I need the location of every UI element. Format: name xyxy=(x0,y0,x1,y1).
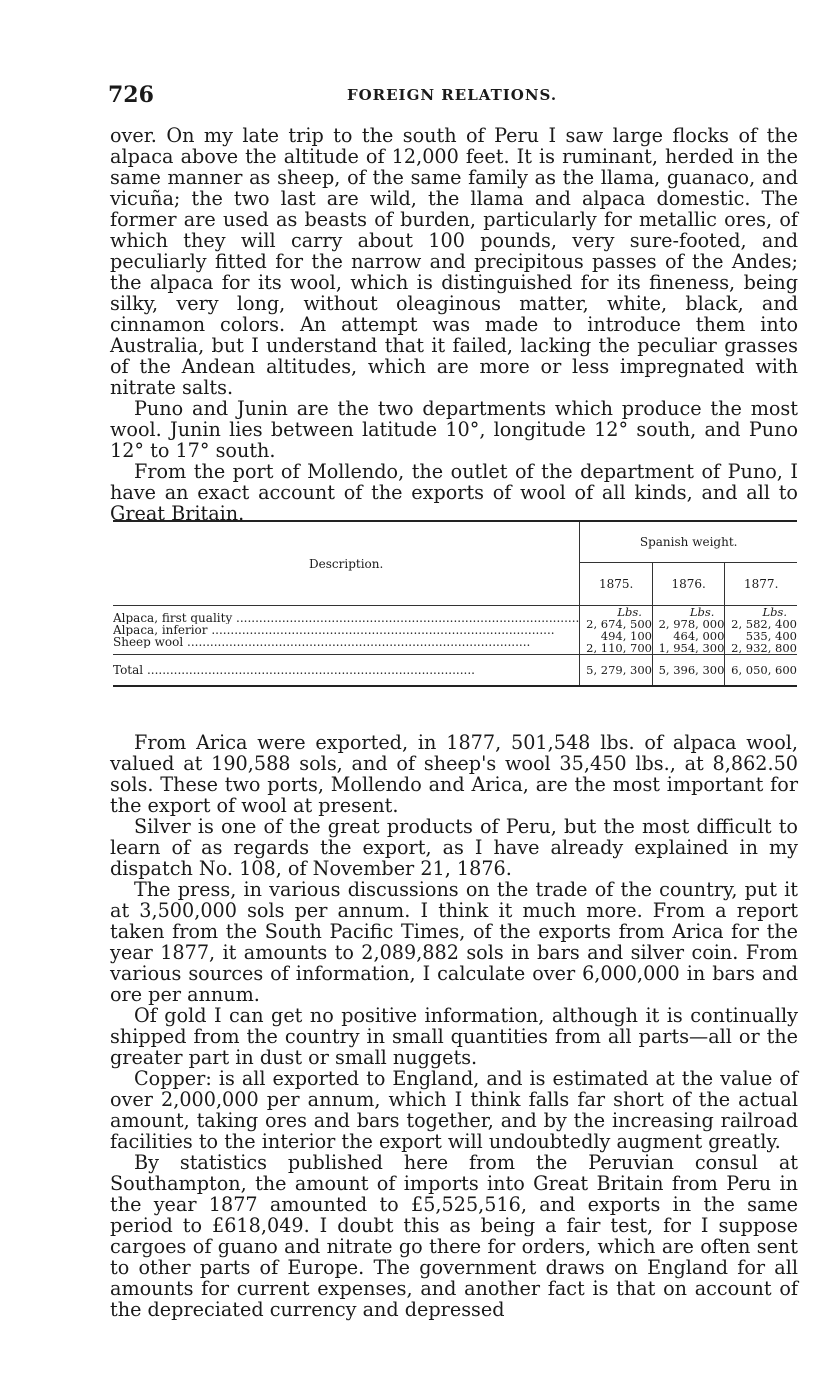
description-header: Description. xyxy=(113,521,580,606)
paragraph: Puno and Junin are the two departments which produce the most wool. Junin lies between latitude 10°, longitude 12° south, and Puno 12° to 17° south. xyxy=(110,397,798,462)
unit-label: Lbs. xyxy=(689,605,715,619)
body-text-bottom xyxy=(110,732,798,1320)
cell-value: 535, 400 xyxy=(745,630,797,642)
row-label: Alpaca, inferior .......................................................................................... xyxy=(113,624,555,636)
year-header: 1877. xyxy=(725,563,797,606)
unit-label: Lbs. xyxy=(617,605,642,619)
total-row xyxy=(113,655,797,687)
paragraph: Silver is one of the great products of Peru, but the most difficult to learn of as regards the export, as I have already explained in my dispatch No. 108, of November 21, 1876. xyxy=(110,815,798,880)
paragraph: over. On my late trip to the south of Peru I saw large flocks of the alpaca above the altitude of 12,000 feet. It is ruminant, herded in the same manner as sheep, of the same family as the llama, guanaco, and vicuña; the two last are wild, the llama and alpaca domestic. The former are used as beasts of burden, particularly for metallic ores, of which they will carry about 100 pounds, very sure-footed, and peculiarly fitted for the narrow and precipitous passes of the Andes; the alpaca for its wool, which is distinguished for its fineness, being silky, very long, without oleaginous matter, white, black, and cinnamon colors. An attempt was made to introduce them into Australia, but I understand that it failed, lacking the peculiar grasses of the Andean altitudes, which are more or less impregnated with nitrate salts. xyxy=(110,124,798,399)
year-header: 1876. xyxy=(652,563,724,606)
cell-value: 2, 978, 000 xyxy=(658,618,725,630)
total-value: 5, 279, 300 xyxy=(580,655,653,687)
total-value: 5, 396, 300 xyxy=(652,655,724,687)
paragraph: Of gold I can get no positive information, although it is continually shipped from the country in small quantities from all parts—all or the greater part in dust or small nuggets. xyxy=(110,1004,798,1069)
cell-value: 2, 110, 700 xyxy=(586,642,652,654)
column-1876 xyxy=(652,606,724,655)
cell-value: 494, 100 xyxy=(600,630,652,642)
cell-value: 2, 582, 400 xyxy=(731,618,797,630)
body-text-top xyxy=(110,125,798,524)
cell-value: 2, 932, 800 xyxy=(731,642,797,654)
year-header: 1875. xyxy=(598,577,634,591)
cell-value: 2, 674, 500 xyxy=(586,618,652,630)
running-head: FOREIGN RELATIONS. xyxy=(346,86,558,104)
paragraph: From the port of Mollendo, the outlet of the department of Puno, I have an exact account of the exports of wool of all kinds, and all to Great Britain. xyxy=(110,460,798,525)
row-label: Sheep wool .......................................................................................... xyxy=(113,636,531,648)
paragraph: By statistics published here from the Peruvian consul at Southampton, the amount of imports into Great Britain from Peru in the year 1877 amounted to £5,525,516, and exports in the same period to £618,049. I doubt this as being a fair test, for I suppose cargoes of guano and nitrate go there for orders, which are often sent to other parts of Europe. The government draws on England for all amounts for current expenses, and another fact is that on account of the depreciated currency and depressed xyxy=(110,1151,798,1321)
cell-value: 464, 000 xyxy=(673,630,725,642)
wool-exports-table xyxy=(113,520,797,687)
spanish-weight-header: Spanish weight. xyxy=(580,521,797,563)
total-value: 6, 050, 600 xyxy=(725,655,797,687)
cell-value: 1, 954, 300 xyxy=(658,642,725,654)
paragraph: Copper: is all exported to England, and is estimated at the value of over 2,000,000 per annum, which I think falls far short of the actual amount, taking ores and bars together, and by the increasing railroad facilities to the interior the export will undoubtedly augment greatly. xyxy=(110,1067,798,1153)
paragraph: The press, in various discussions on the trade of the country, put it at 3,500,000 sols per annum. I think it much more. From a report taken from the South Pacific Times, of the exports from Arica for the year 1877, it amounts to 2,089,882 sols in bars and silver coin. From various sources of information, I calculate over 6,000,000 in bars and ore per annum. xyxy=(110,878,798,1006)
page-header xyxy=(108,82,796,110)
unit-label: Lbs. xyxy=(762,605,787,619)
paragraph: From Arica were exported, in 1877, 501,548 lbs. of alpaca wool, valued at 190,588 sols, and of sheep's wool 35,450 lbs., at 8,862.50 sols. These two ports, Mollendo and Arica, are the most important for the export of wool at present. xyxy=(110,731,798,817)
column-1877 xyxy=(725,606,797,655)
column-1875 xyxy=(580,606,653,655)
page-number: 726 xyxy=(108,82,154,108)
row-labels xyxy=(113,606,580,655)
row-label: Alpaca, first quality .......................................................................................... xyxy=(113,612,580,624)
total-label: Total ...................................................................................... xyxy=(113,655,580,687)
